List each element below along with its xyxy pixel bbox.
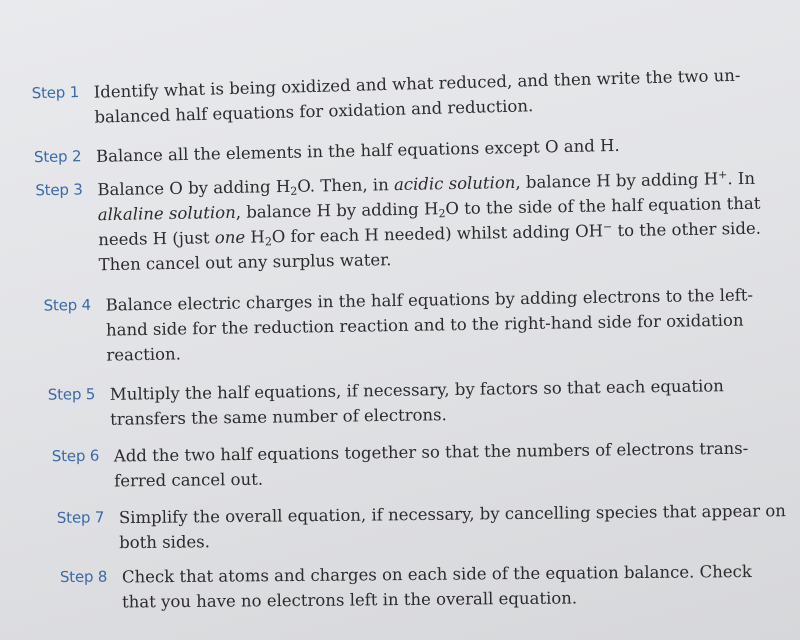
text-fragment: , balance H by adding H <box>235 199 439 222</box>
step-7-line-2: both sides. <box>119 532 211 553</box>
step-7-label: Step 7 <box>56 508 105 527</box>
step-6-line-1: Add the two half equations together so that the numbers of electrons trans- <box>113 438 749 466</box>
text-fragment: O for each H needed) whilst adding OH <box>271 221 604 247</box>
step-2 <box>34 133 620 170</box>
step-4-line-2: hand side for the reduction reaction and to the right-hand side for oxidation <box>105 310 744 340</box>
subscript: 2 <box>438 207 446 221</box>
step-8-label: Step 8 <box>59 567 108 587</box>
italic-term: alkaline solution <box>97 202 236 225</box>
step-8-line-2: that you have no electrons left in the overall equation. <box>122 588 578 612</box>
step-7-text <box>119 498 787 555</box>
step-8-line-1: Check that atoms and charges on each side of the equation balance. Check <box>121 561 752 587</box>
step-3-line-4: Then cancel out any surplus water. <box>98 250 392 275</box>
step-1-line-1: Identify what is being oxidized and what reduced, and then write the two un- <box>93 65 741 102</box>
step-2-text <box>96 133 620 169</box>
step-1 <box>31 63 741 132</box>
step-5-line-1: Multiply the half equations, if necessary, by factors so that each equation <box>109 376 724 404</box>
text-fragment: to the other side. <box>612 218 762 241</box>
step-6-label: Step 6 <box>51 446 100 466</box>
superscript: + <box>717 168 728 182</box>
step-8-text <box>122 559 752 614</box>
text-fragment: . In <box>727 168 756 189</box>
step-5-label: Step 5 <box>47 385 96 404</box>
step-3 <box>35 166 761 279</box>
text-fragment: H <box>244 227 265 247</box>
step-6-text <box>114 436 749 494</box>
italic-term: acidic solution <box>393 172 516 195</box>
step-4-text <box>105 282 754 367</box>
step-1-label: Step 1 <box>31 83 80 103</box>
step-5 <box>48 373 725 432</box>
step-3-text <box>97 166 761 278</box>
step-4-line-1: Balance electric charges in the half equations by adding electrons to the left- <box>105 285 754 315</box>
step-1-line-2: balanced half equations for oxidation and reduction. <box>94 96 534 127</box>
step-8 <box>60 559 752 615</box>
step-1-text <box>93 63 741 130</box>
step-7 <box>57 498 786 556</box>
text-fragment: Balance O by adding H <box>97 176 291 200</box>
step-5-line-2: transfers the same number of electrons. <box>110 405 447 429</box>
subscript: 2 <box>290 184 298 198</box>
subscript: 2 <box>264 235 273 249</box>
step-5-text <box>110 373 725 432</box>
text-fragment: O to the side of the half equation that <box>445 193 761 219</box>
step-6 <box>52 436 749 495</box>
text-fragment: , balance H by adding H <box>515 169 719 192</box>
step-3-label: Step 3 <box>35 180 83 200</box>
step-2-line-1: Balance all the elements in the half equations except O and H. <box>95 135 620 166</box>
italic-term: one <box>214 227 246 248</box>
text-fragment: O. Then, in <box>297 175 395 196</box>
step-4-line-3: reaction. <box>106 344 182 365</box>
step-4 <box>43 282 754 368</box>
superscript: − <box>602 220 613 234</box>
text-fragment: needs H (just <box>98 228 216 250</box>
step-6-line-2: ferred cancel out. <box>114 469 264 491</box>
step-4-label: Step 4 <box>43 295 92 315</box>
step-7-line-1: Simplify the overall equation, if necessary, by cancelling species that appear on <box>118 501 786 528</box>
step-2-label: Step 2 <box>33 147 82 167</box>
